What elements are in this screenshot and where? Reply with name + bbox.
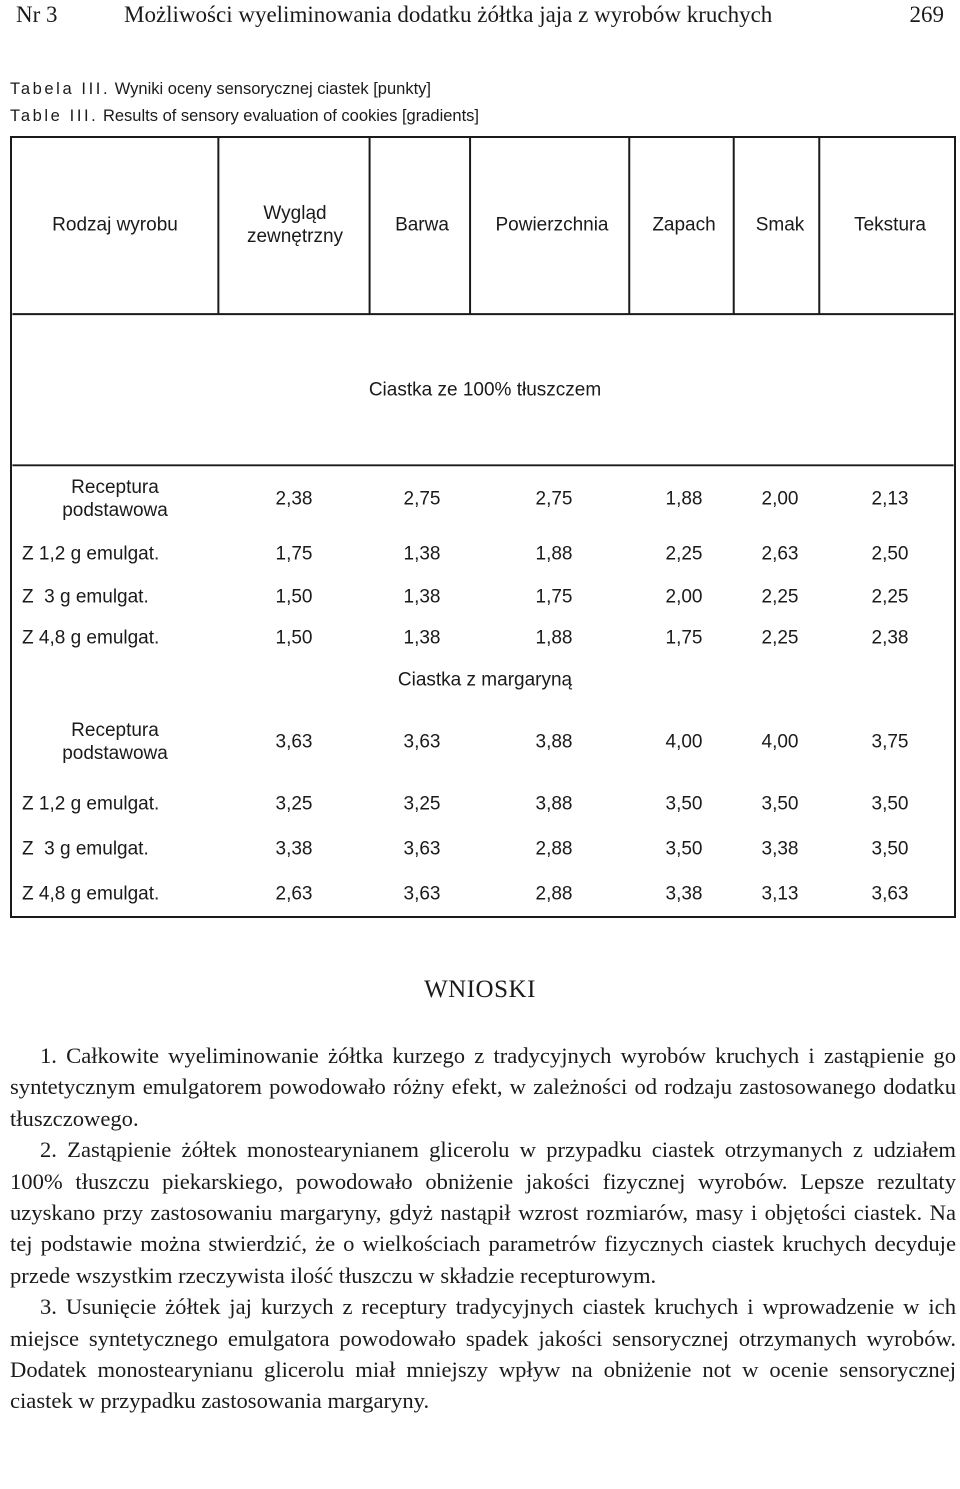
row-label: Z 4,8 g emulgat. (22, 883, 160, 905)
table-cell: 2,25 (871, 586, 909, 608)
row-label: Z 4,8 g emulgat. (22, 627, 160, 649)
table-cell: 2,38 (871, 627, 909, 649)
column-header: Tekstura (854, 214, 926, 236)
table-cell: 3,38 (761, 838, 799, 860)
table-cell: 1,75 (665, 627, 703, 649)
table-cell: 3,63 (403, 731, 441, 753)
conclusion-paragraph: 2. Zastąpienie żółtek monostearynianem glicerolu w przypadku ciastek otrzymanych z udziałem 100% tłuszczu piekarskiego, powodowało obniżenie jakości fizycznej wyrobów. Lepsze rezultaty uzyskano przy zastosowaniu margaryny, gdyż nastąpił wzrost rozmiarów, masy i objętości ciastek. Na tej podstawie można stwierdzić, że o wielkościach parametrów fizycznych ciastek kruchych decyduje przede wszystkim rzeczywista ilość tłuszczu w składzie recepturowym. (10, 1137, 956, 1288)
row-label: Z 3 g emulgat. (22, 838, 149, 860)
table-cell: 3,50 (665, 793, 703, 815)
table-cell: 1,38 (403, 586, 441, 608)
column-header: Powierzchnia (495, 214, 609, 236)
table-cell: 1,88 (665, 488, 703, 510)
section-title: Ciastka ze 100% tłuszczem (368, 379, 602, 401)
table-caption-polish (10, 80, 431, 99)
sensory-results-table (10, 136, 956, 918)
table-cell: 3,88 (535, 731, 573, 753)
caption-label: Table III. (10, 107, 99, 125)
column-header: Wygląd zewnętrzny (246, 203, 344, 247)
caption-text: Results of sensory evaluation of cookies [gradients] (102, 107, 480, 125)
column-header: Zapach (652, 214, 716, 236)
running-head (16, 2, 944, 36)
table-cell: 2,75 (403, 488, 441, 510)
table-cell: 3,13 (761, 883, 799, 905)
table-cell: 3,63 (403, 838, 441, 860)
table-cell: 2,25 (761, 627, 799, 649)
column-header: Rodzaj wyrobu (52, 214, 178, 236)
conclusion-paragraph: 1. Całkowite wyeliminowanie żółtka kurzego z tradycyjnych wyrobów kruchych i zastąpienie go syntetycznym emulgatorem powodowało różny efekt, w zależności od rodzaju zastosowanego dodatku tłuszczowego. (10, 1043, 956, 1131)
table-cell: 3,50 (761, 793, 799, 815)
caption-text: Wyniki oceny sensorycznej ciastek [punkty] (114, 80, 431, 98)
conclusion-paragraph: 3. Usunięcie żółtek jaj kurzych z receptury tradycyjnych ciastek kruchych i wprowadzenie w ich miejsce syntetycznego emulgatora powodowało spadek jakości sensorycznej otrzymanych wyrobów. Dodatek monostearynianu glicerolu miał mniejszy wpływ na obniżenie not w ocenie sensorycznej ciastek w przypadku zastosowania margaryny. (10, 1294, 956, 1414)
table-cell: 1,75 (535, 586, 573, 608)
table-cell: 3,50 (871, 838, 909, 860)
table-cell: 3,63 (403, 883, 441, 905)
table-cell: 3,75 (871, 731, 909, 753)
table-cell: 3,50 (665, 838, 703, 860)
table-cell: 2,63 (761, 543, 799, 565)
conclusions-body (10, 1040, 956, 1417)
table-cell: 1,50 (275, 627, 313, 649)
table-cell: 1,75 (275, 543, 313, 565)
table-cell: 1,38 (403, 627, 441, 649)
table-cell: 1,50 (275, 586, 313, 608)
conclusions-heading: WNIOSKI (424, 976, 536, 1003)
table-cell: 2,63 (275, 883, 313, 905)
row-label: Z 1,2 g emulgat. (22, 543, 160, 565)
row-label: Receptura podstawowa (62, 477, 168, 521)
table-cell: 1,88 (535, 543, 573, 565)
table-cell: 2,75 (535, 488, 573, 510)
table-cell: 2,13 (871, 488, 909, 510)
table-cell: 3,38 (275, 838, 313, 860)
row-label: Z 1,2 g emulgat. (22, 793, 160, 815)
column-header: Smak (755, 214, 805, 236)
table-cell: 2,00 (665, 586, 703, 608)
table-cell: 3,38 (665, 883, 703, 905)
table-cell: 3,25 (275, 793, 313, 815)
running-title: Możliwości wyeliminowania dodatku żółtka jaja z wyrobów kruchych (124, 2, 773, 27)
row-label: Receptura podstawowa (62, 720, 168, 764)
table-cell: 3,25 (403, 793, 441, 815)
table-caption-english (10, 107, 479, 126)
table-cell: 2,25 (761, 586, 799, 608)
table-cell: 2,88 (535, 883, 573, 905)
table-cell: 1,88 (535, 627, 573, 649)
table-cell: 3,88 (535, 793, 573, 815)
table-cell: 3,63 (871, 883, 909, 905)
table-cell: 2,50 (871, 543, 909, 565)
table-cell: 3,50 (871, 793, 909, 815)
issue-number: Nr 3 (16, 2, 58, 27)
row-label: Z 3 g emulgat. (22, 586, 149, 608)
table-cell: 2,88 (535, 838, 573, 860)
table-cell: 2,25 (665, 543, 703, 565)
column-header: Barwa (395, 214, 449, 236)
caption-label: Tabela III. (10, 80, 111, 98)
table-cell: 4,00 (761, 731, 799, 753)
table-cell: 3,63 (275, 731, 313, 753)
section-title: Ciastka z margaryną (397, 669, 573, 691)
table-cell: 4,00 (665, 731, 703, 753)
table-cell: 2,38 (275, 488, 313, 510)
table-cell: 1,38 (403, 543, 441, 565)
table-cell: 2,00 (761, 488, 799, 510)
page-number: 269 (909, 2, 944, 27)
